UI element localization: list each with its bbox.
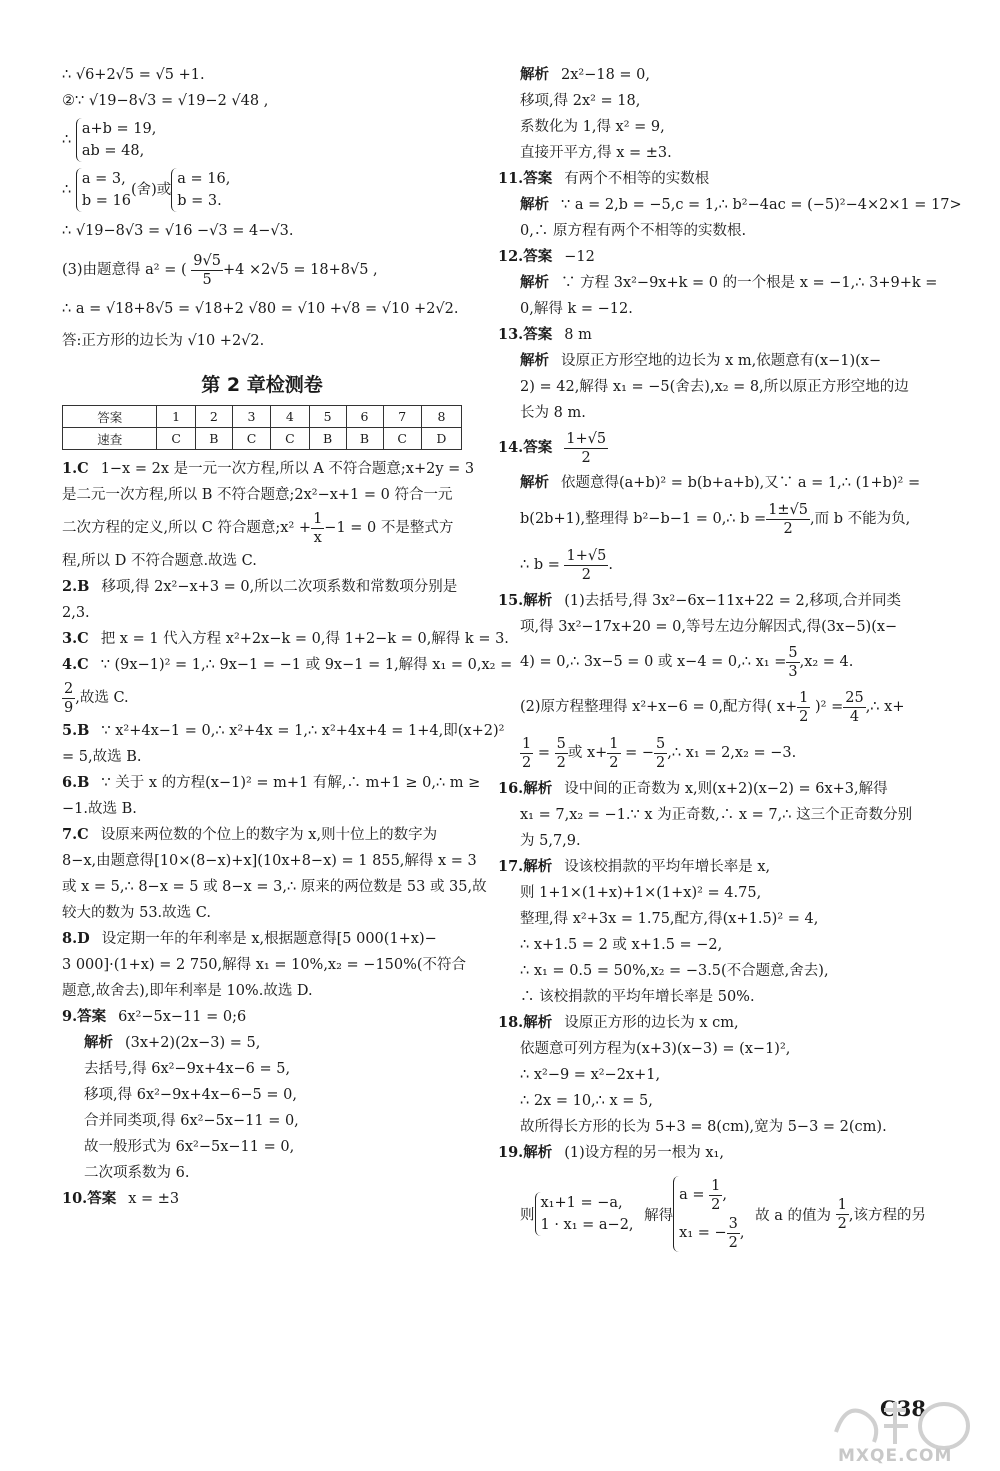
- fraction: $\frac{9√5}{5}$: [193, 252, 221, 288]
- text-line: ∴ a = 3, b = 16(舍)或a = 16, b = 3.: [62, 168, 462, 212]
- question-19: 19.解析 (1)设方程的另一根为 x₁, 则x₁+1 = −a, 1 · x₁ = a−2, 解得a = $\frac{1}{2}$ , x₁ = − $\frac{3}{2}$ , 故 a 的值为 $\frac{1}{2}$ ,该方程的另: [498, 1144, 926, 1251]
- question-6: 6.B ∵ 关于 x 的方程(x−1)² = m+1 有解,∴ m+1 ≥ 0,∴ m ≥ −1.故选 B.: [62, 774, 481, 817]
- text-line: ∴ a+b = 19, ab = 48,: [62, 118, 462, 162]
- left-column: [62, 62, 513, 1212]
- text-line: ∴ √19−8√3 = √16 −√3 = 4−√3.: [62, 223, 294, 239]
- fraction: $\frac{2}{9}$: [64, 680, 74, 716]
- question-17: 17.解析 设该校捐款的平均年增长率是 x, 则 1+1×(1+x)+1×(1+x)² = 4.75, 整理,得 x²+3x = 1.75,配方,得(x+1.5)² = 4, ∴ x+1.5 = 2 或 x+1.5 = −2, ∴ x₁ = 0.5 = 50%,x₂ = −3.5(不合题意,舍去), ∴ 该校捐款的平均年增长率是 50%.: [498, 858, 829, 1005]
- watermark-stroke: [920, 1404, 968, 1448]
- fraction: $\frac{1}{2}$: [799, 689, 809, 725]
- math-line: ∴ √6+2√5 = √5 +1.: [62, 67, 205, 83]
- equation-system: a = 16, b = 3.: [171, 168, 230, 212]
- answer-table: [62, 405, 462, 450]
- question-9: 9.答案 6x²−5x−11 = 0;6 解析 (3x+2)(2x−3) = 5, 去括号,得 6x²−9x+4x−6 = 5, 移项,得 6x²−9x+4x−6−5 = 0, 合并同类项,得 6x²−5x−11 = 0, 故一般形式为 6x²−5x−11 = 0, 二次项系数为 6.: [62, 1008, 299, 1181]
- watermark-stroke: [836, 1411, 876, 1442]
- fraction: $\frac{5}{2}$: [556, 735, 566, 771]
- text-line: (3)由题意得 a² = ( $\frac{9√5}{5}$ +4 ×2√5 = 18+8√5 ,: [62, 252, 378, 288]
- table-row: 速查 C B C C B B C D: [63, 428, 462, 450]
- question-12: 12.答案 −12 解析 ∵ 方程 3x²−9x+k = 0 的一个根是 x = −1,∴ 3+9+k = 0,解得 k = −12.: [498, 248, 938, 317]
- page-number: C38: [880, 1396, 926, 1421]
- watermark-stroke: [884, 1402, 908, 1444]
- equation-system: a+b = 19, ab = 48,: [76, 118, 157, 162]
- fraction: $\frac{5}{2}$: [656, 735, 666, 771]
- question-1: 1.C 1−x = 2x 是一元一次方程,所以 A 不符合题意;x+2y = 3 是二元一次方程,所以 B 不符合题意;2x²−x+1 = 0 符合一元 二次方程的定义,所以 C 符合题意;x² + $\frac{1}{x}$ −1 = 0 不是整式方 程,所以 D 不符合题意.故选 C.: [62, 460, 475, 569]
- watermark-text: MXQE.COM: [838, 1446, 953, 1466]
- text-line: ∴ a = √18+8√5 = √18+2 √80 = √10 +√8 = √10 +2√2.: [62, 301, 459, 317]
- fraction: $\frac{1}{2}$: [522, 735, 532, 771]
- question-2: 2.B 移项,得 2x²−x+3 = 0,所以二次项系数和常数项分别是 2,3.: [62, 578, 458, 621]
- question-13: 13.答案 8 m 解析 设原正方形空地的边长为 x m,依题意有(x−1)(x− 2) = 42,解得 x₁ = −5(舍去),x₂ = 8,所以原正方形空地的边 长为 8 m.: [498, 326, 909, 421]
- question-10: 10.答案 x = ±3: [62, 1190, 180, 1207]
- question-4: 4.C ∵ (9x−1)² = 1,∴ 9x−1 = −1 或 9x−1 = 1,解得 x₁ = 0,x₂ = $\frac{2}{9}$ ,故选 C.: [62, 656, 513, 716]
- fraction: $\frac{1}{x}$: [313, 510, 323, 546]
- question-14: 14.答案 $\frac{1+√5}{2}$ 解析 依题意得(a+b)² = b(b+a+b),又∵ a = 1,∴ (1+b)² = b(2b+1),整理得 b²−b−1 = 0,∴ b = $\frac{1\pm√5}{2}$ ,而 b 不能为负, ∴ b = $\frac{1+√5}{2}$ .: [498, 430, 921, 583]
- question-10-solution: 解析 2x²−18 = 0, 移项,得 2x² = 18, 系数化为 1,得 x² = 9, 直接开平方,得 x = ±3.: [520, 66, 672, 161]
- question-7: 7.C 设原来两位数的个位上的数字为 x,则十位上的数字为 8−x,由题意得[10×(8−x)+x](10x+8−x) = 1 855,解得 x = 3 或 x = 5,∴ 8−x = 5 或 8−x = 3,∴ 原来的两位数是 53 或 35,故 较大的数为 53.故选 C.: [62, 826, 487, 921]
- text-line: 答:正方形的边长为 √10 +2√2.: [62, 333, 265, 349]
- question-16: 16.解析 设中间的正奇数为 x,则(x+2)(x−2) = 6x+3,解得 x₁ = 7,x₂ = −1.∵ x 为正奇数,∴ x = 7,∴ 这三个正奇数分别 为 5,7,9.: [498, 780, 913, 849]
- question-8: 8.D 设定期一年的年利率是 x,根据题意得[5 000(1+x)− 3 000]·(1+x) = 2 750,解得 x₁ = 10%,x₂ = −150%(不符合 题意,故舍去),即年利率是 10%.故选 D.: [62, 930, 467, 999]
- table-row: 答案 1 2 3 4 5 6 7 8: [63, 406, 462, 428]
- fraction: $\frac{1+√5}{2}$: [566, 547, 607, 583]
- fraction: $\frac{1}{2}$: [609, 735, 619, 771]
- question-11: 11.答案 有两个不相等的实数根 解析 ∵ a = 2,b = −5,c = 1,∴ b²−4ac = (−5)²−4×2×1 = 17> 0,∴ 原方程有两个不相等的实数根.: [498, 170, 962, 239]
- equation-system: a = $\frac{1}{2}$ , x₁ = − $\frac{3}{2}$ ,: [673, 1176, 744, 1252]
- math-line: ②∵ √19−8√3 = √19−2 √48 ,: [62, 93, 269, 109]
- question-3: 3.C 把 x = 1 代入方程 x²+2x−k = 0,得 1+2−k = 0,解得 k = 3.: [62, 630, 509, 647]
- fraction: $\frac{25}{4}$: [845, 689, 864, 725]
- fraction: $\frac{5}{3}$: [788, 644, 798, 680]
- text-line: [62, 88, 462, 114]
- question-5: 5.B ∵ x²+4x−1 = 0,∴ x²+4x = 1,∴ x²+4x+4 = 1+4,即(x+2)² = 5,故选 B.: [62, 722, 505, 765]
- text-line: [62, 62, 462, 88]
- fraction: $\frac{1\pm√5}{2}$: [768, 501, 809, 537]
- equation-system: x₁+1 = −a, 1 · x₁ = a−2,: [535, 1192, 634, 1236]
- equation-system: a = 3, b = 16: [76, 168, 131, 212]
- fraction: $\frac{1}{2}$: [837, 1196, 847, 1232]
- question-18: 18.解析 设原正方形的边长为 x cm, 依题意可列方程为(x+3)(x−3) = (x−1)², ∴ x²−9 = x²−2x+1, ∴ 2x = 10,∴ x = 5, 故所得长方形的长为 5+3 = 8(cm),宽为 5−3 = 2(cm).: [498, 1014, 887, 1135]
- section-heading: 第 2 章检测卷: [201, 374, 323, 396]
- fraction: $\frac{1+√5}{2}$: [566, 430, 607, 466]
- right-column: [498, 62, 962, 1252]
- question-15: 15.解析 (1)去括号,得 3x²−6x−11x+22 = 2,移项,合并同类 项,得 3x²−17x+20 = 0,等号左边分解因式,得(3x−5)(x− 4) = 0,∴ 3x−5 = 0 或 x−4 = 0,∴ x₁ = $\frac{5}{3}$ ,x₂ = 4. (2)原方程整理得 x²+x−6 = 0,配方得( x+ $\frac{1}{2}$ )² = $\frac{25}{4}$ ,∴ x+ $\frac{1}{2}$ = $\frac{5}{2}$ 或 x+ $\frac{1}{2}$ = − $\frac{5}{2}$ ,∴ x₁ = 2,x₂ = −3.: [498, 592, 905, 771]
